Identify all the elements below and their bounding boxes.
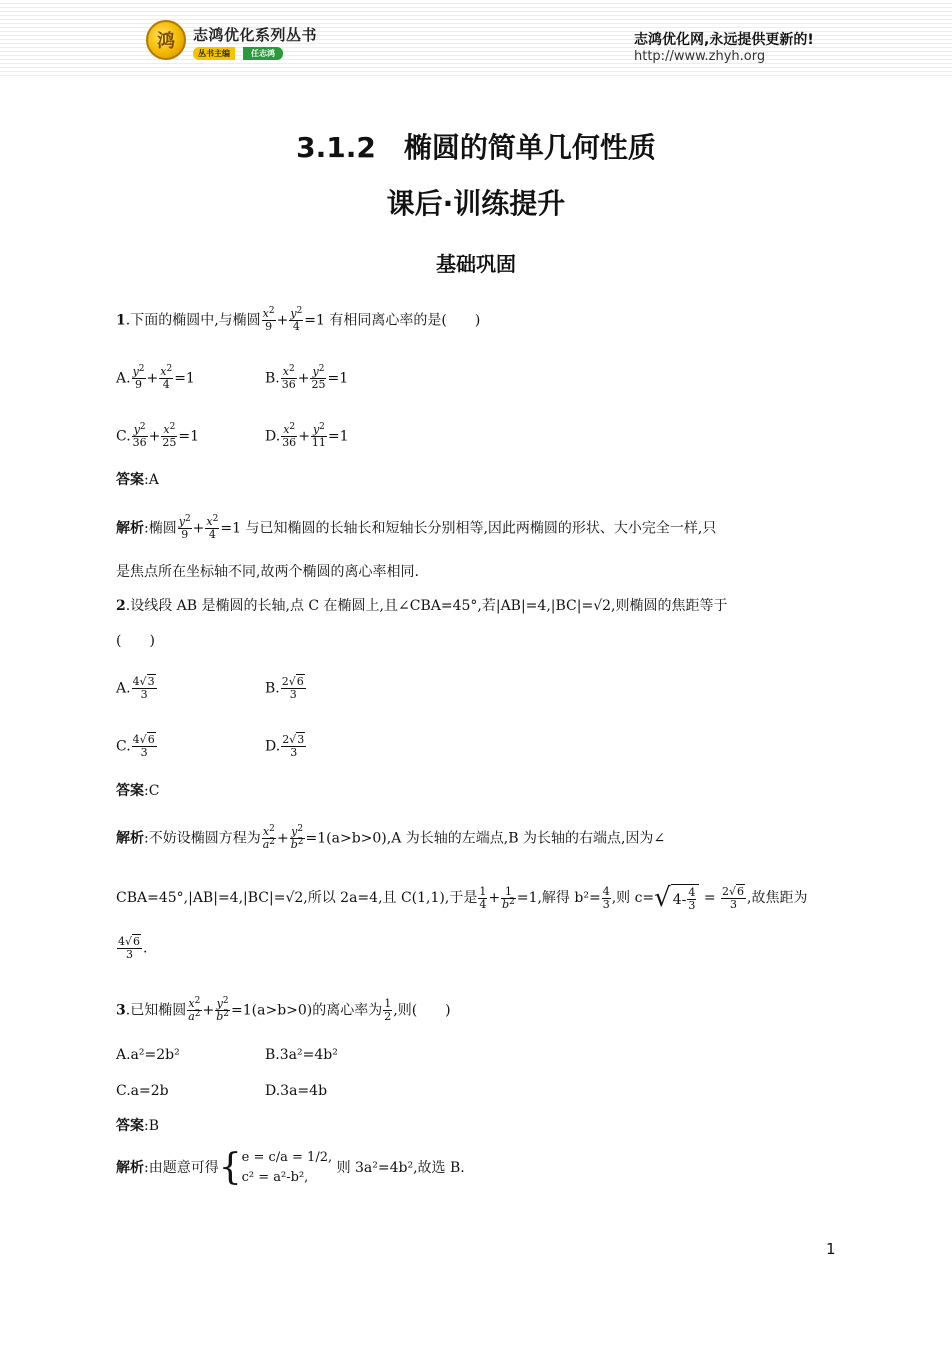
q1-option-d: D. $\frac{x^2}{36}$ + $\frac{y^2}{11}$ =1 [265,422,349,449]
series-name: 志鸿优化系列丛书 [193,26,318,44]
q3-option-c: C.a=2b [116,1083,169,1099]
q3-stem: 3.已知椭圆 $\frac{x^2}{a^2}$ + $\frac{y^2}{b^2}$ =1(a>b>0)的离心率为 $\frac{1}{2}$ ,则( ) [116,996,451,1023]
q3-answer: 答案:B [116,1118,160,1134]
publisher-logo-icon: 鸿 [146,20,186,60]
q2-explanation: 解析:不妨设椭圆方程为 $\frac{x^2}{a^2}$ + $\frac{y^2}{b^2}$ =1(a>b>0),A 为长轴的左端点,B 为长轴的右端点,因为∠ [116,824,666,851]
q2-explanation-line2: CBA=45°,|AB|=4,|BC|=√2,所以 2a=4,且 C(1,1),于是 $\frac{1}{4}$ + $\frac{1}{b^2}$ =1,解得 b²= $\frac{4}{3}$ ,则 c= √ 4- $\frac{4}{3}$ = $\frac{2√6}{3}$ ,故焦距为 [116,883,808,913]
q2-stem-line2: ( ) [116,633,155,649]
q2-stem: 2.设线段 AB 是椭圆的长轴,点 C 在椭圆上,且∠CBA=45°,若|AB|=4,|BC|=√2,则椭圆的焦距等于 [116,598,728,614]
q2-option-b: B. $\frac{2√6}{3}$ [265,675,304,701]
header-slogan: 志鸿优化网,永远提供更新的! [634,32,814,48]
q1-explanation-line2: 是焦点所在坐标轴不同,故两个椭圆的离心率相同. [116,564,419,580]
section-heading: 基础巩固 [436,252,516,276]
page-title: 3.1.2 椭圆的简单几何性质 [296,131,656,164]
editor-name: 任志鸿 [243,47,283,60]
q2-option-a: A. $\frac{4√3}{3}$ [116,675,155,701]
editor-label: 丛书主编 [193,47,235,60]
q1-option-c: C. $\frac{y^2}{36}$ + $\frac{x^2}{25}$ =1 [116,422,200,449]
q3-option-b: B.3a²=4b² [265,1047,338,1063]
q1-option-b: B. $\frac{x^2}{36}$ + $\frac{y^2}{25}$ =1 [265,364,349,391]
q3-explanation: 解析:由题意可得 { e = c/a = 1/2, c² = a²-b², 则 3a²=4b²,故选 B. [116,1147,465,1188]
page-header [0,0,952,80]
q2-answer: 答案:C [116,783,160,799]
q3-option-d: D.3a=4b [265,1083,328,1099]
page-number: 1 [826,1240,836,1258]
page-subtitle: 课后·训练提升 [386,187,566,220]
q1-option-a: A. $\frac{y^2}{9}$ + $\frac{x^2}{4}$ =1 [116,364,195,391]
q1-answer: 答案:A [116,472,159,488]
header-url: http://www.zhyh.org [634,49,766,64]
q2-explanation-line3: $\frac{4√6}{3}$ . [118,935,148,961]
q2-option-c: C. $\frac{4√6}{3}$ [116,733,155,759]
q3-option-a: A.a²=2b² [116,1047,180,1063]
q1-explanation: 解析:椭圆 $\frac{y^2}{9}$ + $\frac{x^2}{4}$ =1 与已知椭圆的长轴长和短轴长分别相等,因此两椭圆的形状、大小完全一样,只 [116,514,717,541]
q1-stem: 1.下面的椭圆中,与椭圆 $\frac{x^2}{9}$ + $\frac{y^2}{4}$ =1 有相同离心率的是( ) [116,306,481,333]
q2-option-d: D. $\frac{2√3}{3}$ [265,733,305,759]
